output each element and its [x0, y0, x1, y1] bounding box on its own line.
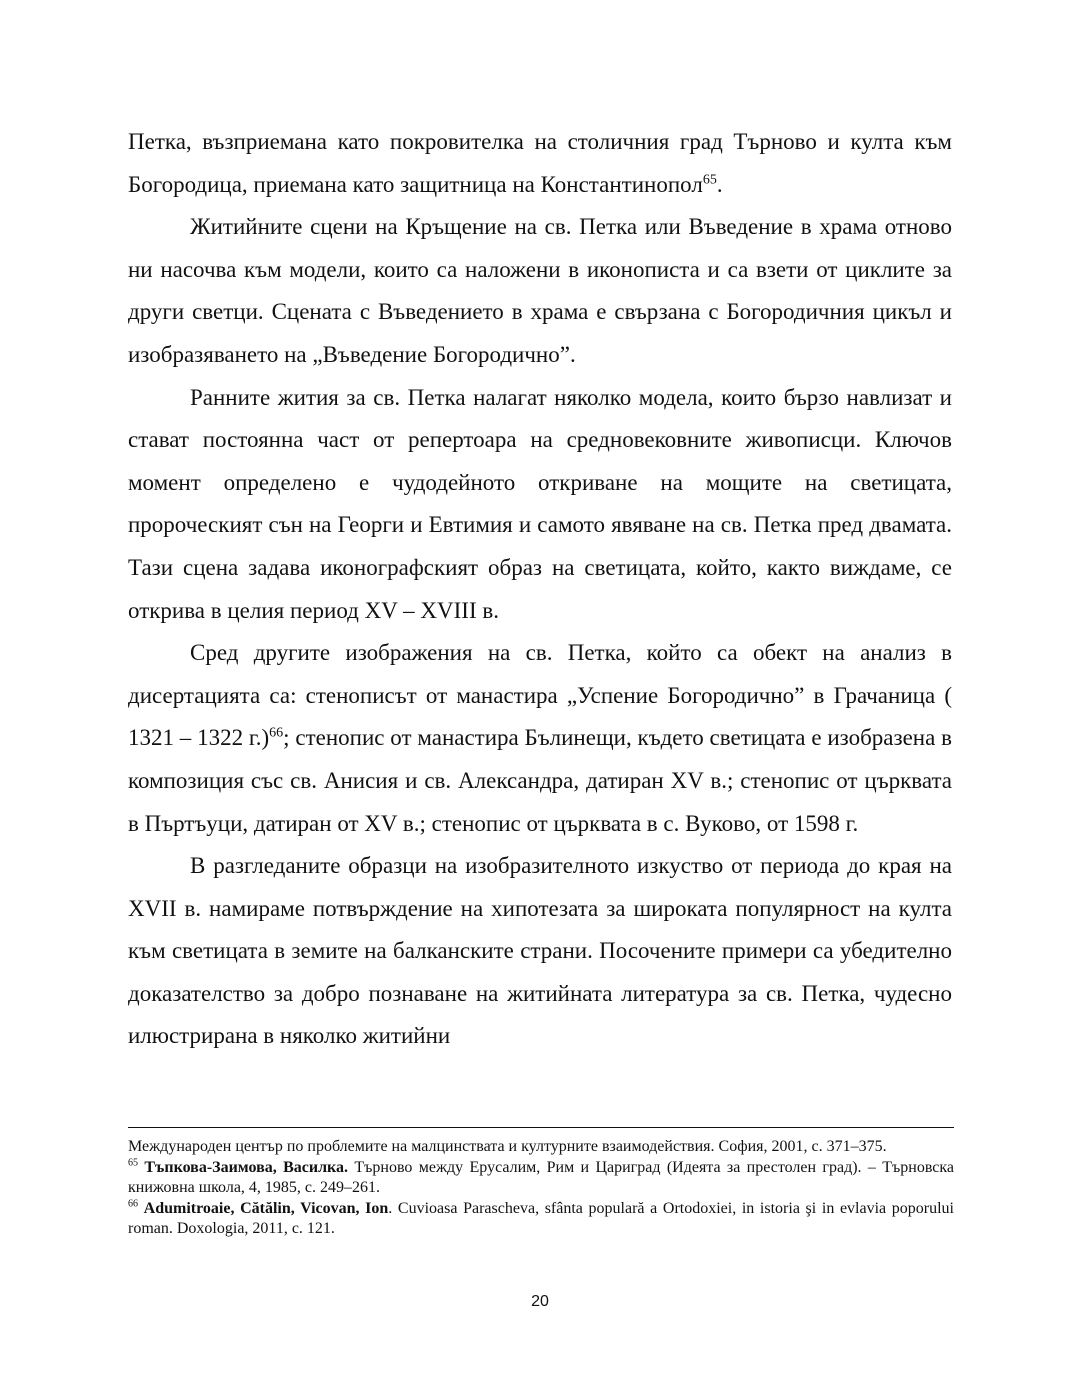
paragraph-4-after: ; стенопис от манастира Бълинещи, където светицата е изобразена в композиция със св. Анисия и св. Александра, датиран XV в.; стенопис от църквата в Пъртъуци, датиран от XV в.; стенопис от църквата в с. Вуково, от 1598 г.: [128, 725, 952, 836]
footnote-66-text: . Cuvioasa Parascheva, sfânta populară a Ortodoxiei, in istoria şi in evlavia poporului roman. Doxologia, 2011, с. 121.: [128, 1199, 954, 1237]
footnotes: [128, 1137, 954, 1240]
footnote-separator: [128, 1127, 954, 1128]
paragraph-1: [128, 121, 952, 206]
paragraph-4-before: Сред другите изображения на св. Петка, който са обект на анализ в дисертацията са: стенописът от манастира „Успение Богородично” в Грачаница ( 1321 – 1322 г.): [128, 640, 952, 751]
footnote-ref-66[interactable]: 66: [269, 725, 284, 741]
footnote-65: [128, 1158, 954, 1199]
footnote-65-number: 65: [128, 1157, 138, 1169]
footnote-65-author: Тъпкова-Заимова, Василка.: [144, 1158, 349, 1176]
paragraph-1-end: .: [716, 171, 723, 197]
footnote-continuation: Международен център по проблемите на малцинствата и културните взаимодействия. София, 2001, с. 371–375.: [128, 1138, 887, 1155]
footnote-ref-65[interactable]: 65: [702, 171, 717, 187]
main-text: [128, 121, 952, 1058]
footnote-66-author: Adumitroaie, Cătălin, Vicovan, Ion: [143, 1199, 389, 1217]
page-number: 20: [531, 1293, 549, 1310]
footnote-66-number: 66: [128, 1198, 138, 1210]
paragraph-3: Ранните жития за св. Петка налагат няколко модела, които бързо навлизат и стават постоянна част от репертоара на средновековните живописци. Ключов момент определено е чудодейното откриване на мощите на светицата, пророческият сън на Георги и Евтимия и самото явяване на св. Петка пред двамата. Тази сцена задава иконографският образ на светицата, който, както виждаме, се открива в целия период XV – XVIII в.: [128, 384, 952, 623]
footnote-66: [128, 1199, 954, 1240]
paragraph-4: [128, 632, 952, 845]
footnote-65-text: Търново между Ерусалим, Рим и Цариград (Идеята за престолен град). – Търновска книжовна школа, 4, 1985, с. 249–261.: [128, 1158, 955, 1196]
paragraph-1-text: Петка, възприемана като покровителка на столичния град Търново и култа към Богородица, приемана като защитница на Константинопол: [128, 129, 952, 197]
paragraph-5: В разгледаните образци на изобразителното изкуство от периода до края на XVII в. намираме потвърждение на хипотезата за широката популярност на култа към светицата в земите на балканските страни. Посочените примери са убедително доказателство за добро познаване на житийната литература за св. Петка, чудесно илюстрирана в няколко житийни: [128, 853, 952, 1049]
paragraph-2: Житийните сцени на Кръщение на св. Петка или Въведение в храма отново ни насочва към модели, които са наложени в иконописта и са взети от циклите за други светци. Сцената с Въведението в храма е свързана с Богородичния цикъл и изобразяването на „Въведение Богородично”.: [128, 214, 952, 367]
